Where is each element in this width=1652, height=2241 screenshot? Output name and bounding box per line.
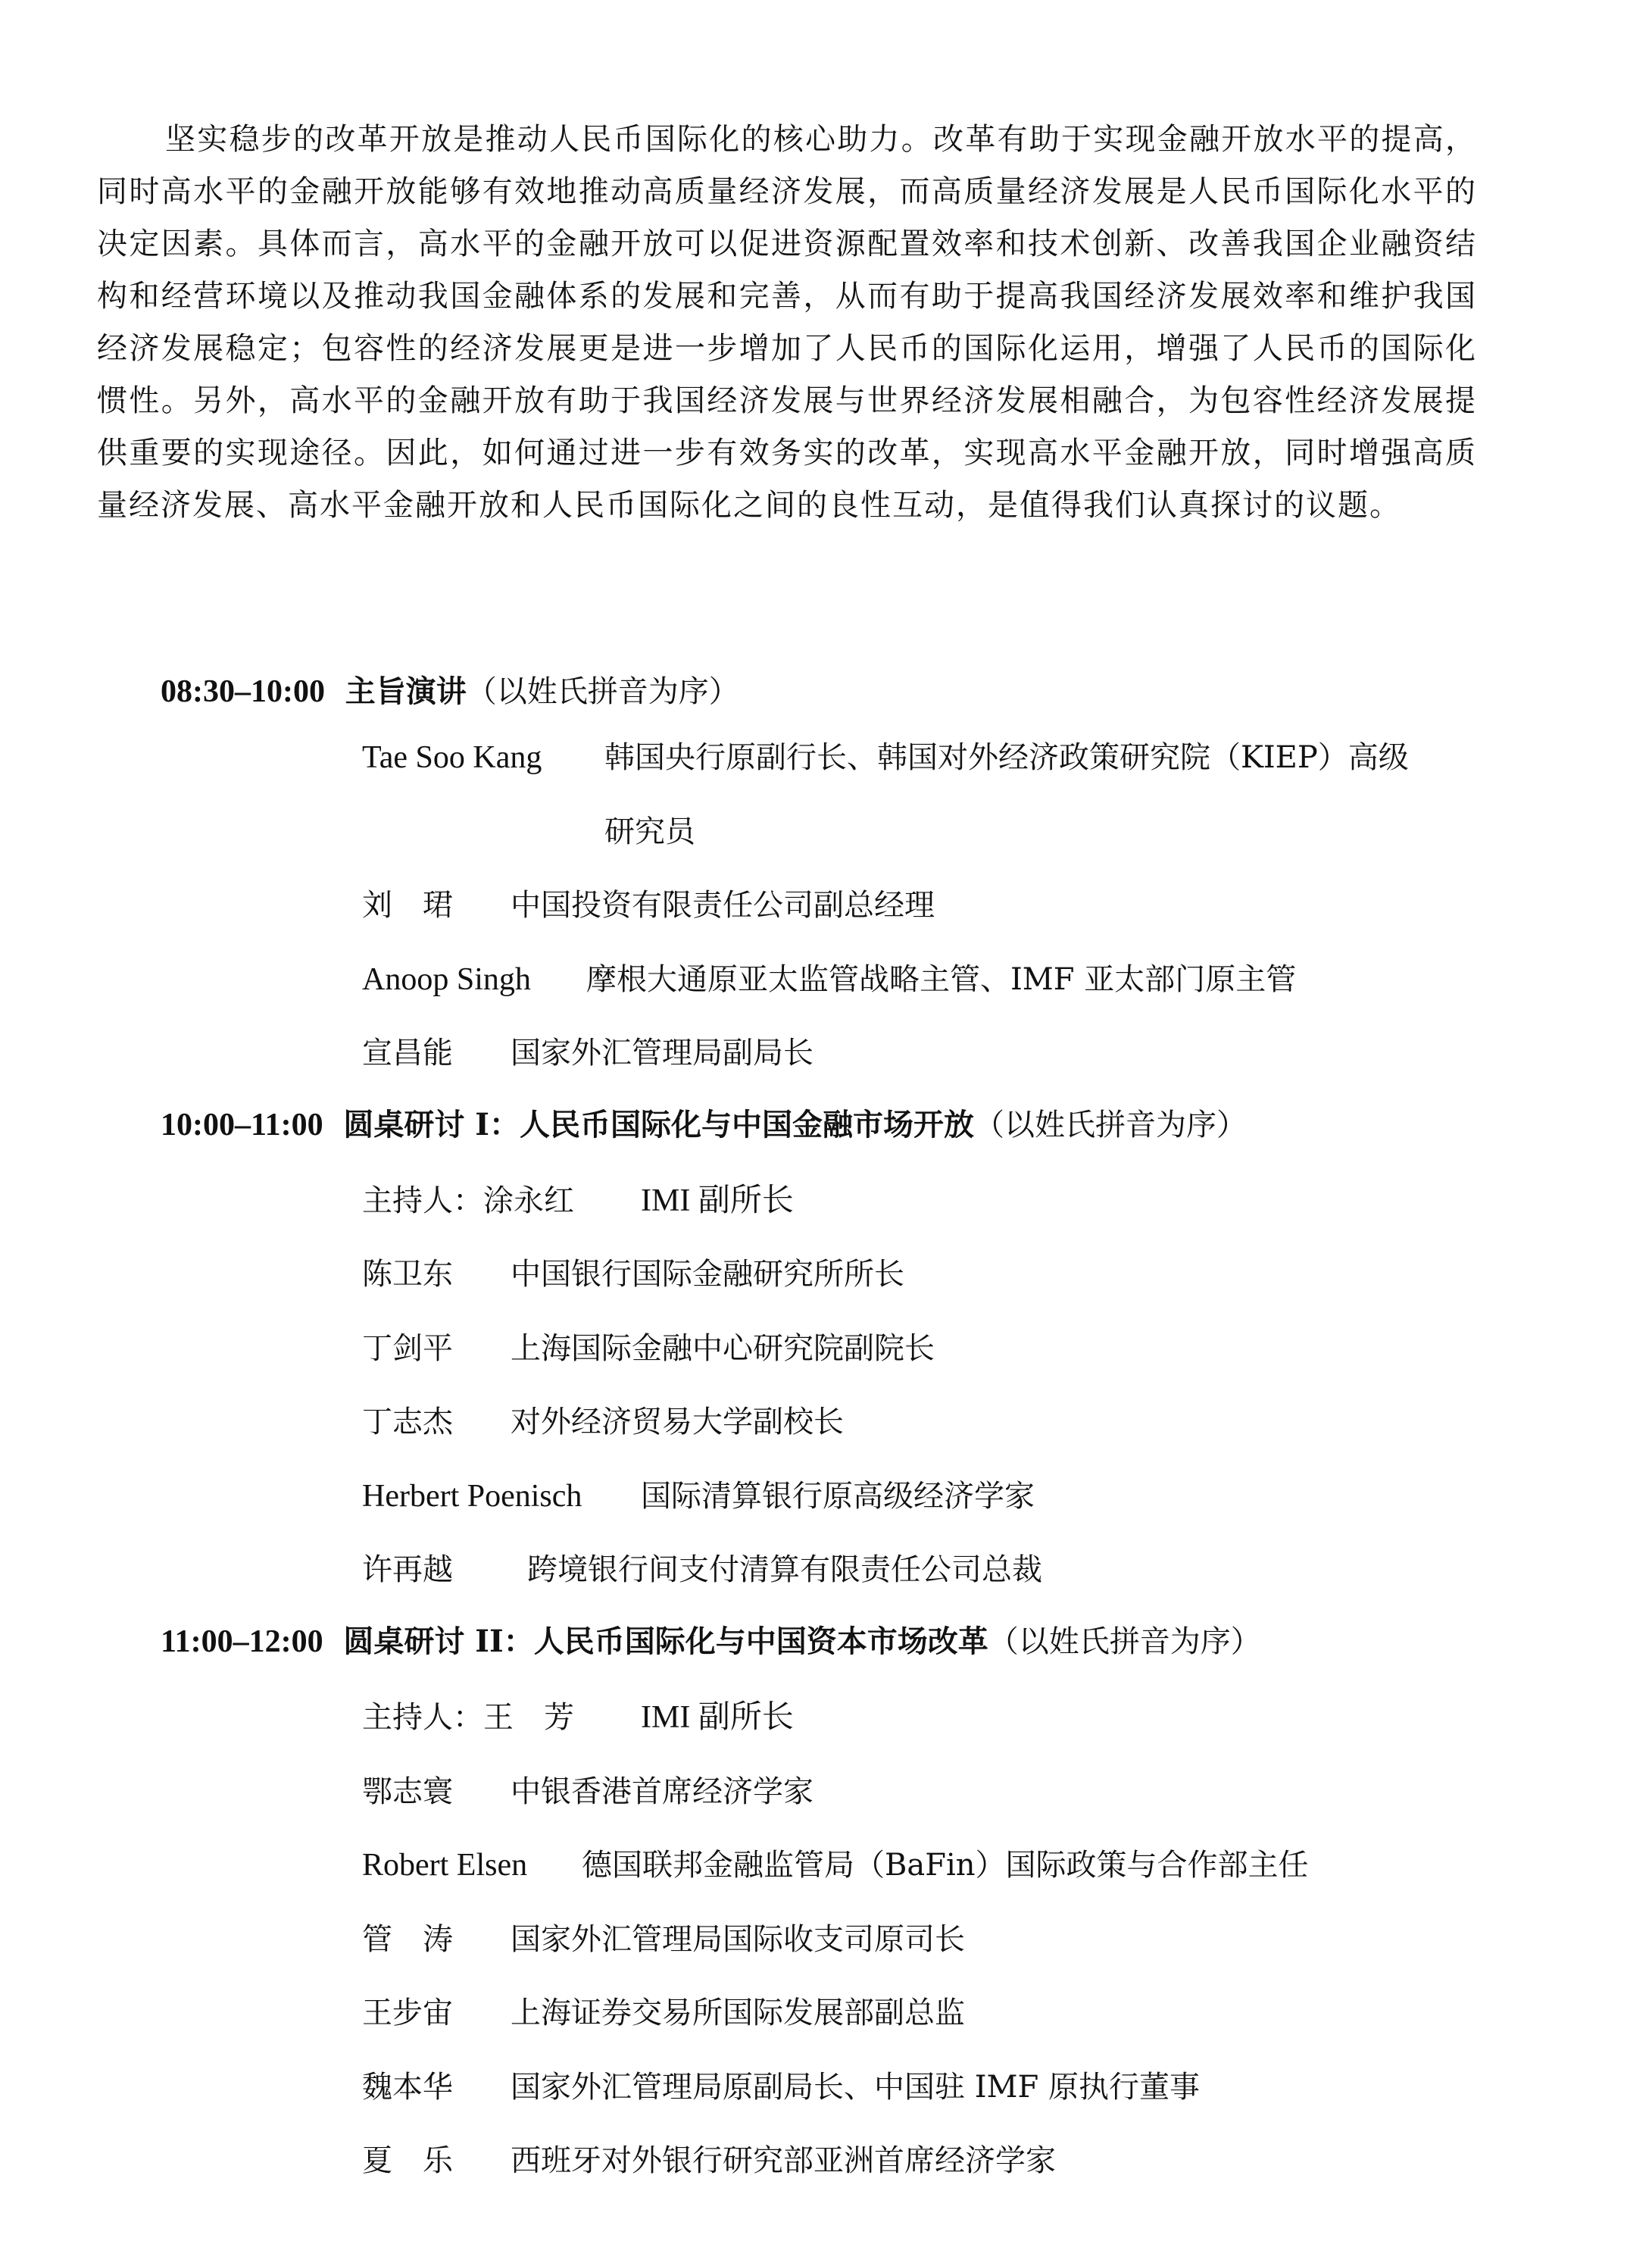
speaker-role: 韩国央行原副行长、韩国对外经济政策研究院（KIEP）高级 xyxy=(604,740,1409,775)
speaker-role: 摩根大通原亚太监管战略主管、IMF 亚太部门原主管 xyxy=(586,962,1297,997)
speaker-name: Tae Soo Kang xyxy=(362,740,542,775)
speaker-name: 王步宙 xyxy=(362,1996,453,2030)
moderator-name: 主持人：王 芳 xyxy=(362,1700,574,1735)
speaker-name: 许再越 xyxy=(362,1552,453,1587)
speaker-name: 刘 珺 xyxy=(362,888,453,923)
speaker-name: 夏 乐 xyxy=(362,2143,453,2178)
session-time: 10:00–11:00 xyxy=(161,1108,323,1142)
session-heading xyxy=(161,673,739,711)
speaker-name: 管 涛 xyxy=(362,1922,453,1957)
moderator-name: 主持人：涂永红 xyxy=(362,1183,574,1218)
session-note: （以姓氏拼音为序） xyxy=(988,1624,1261,1659)
speaker-role: 德国联邦金融监管局（BaFin）国际政策与合作部主任 xyxy=(582,1848,1309,1883)
speaker-name: Anoop Singh xyxy=(362,962,531,997)
speaker-name: 魏本华 xyxy=(362,2070,453,2105)
speaker-role: 国家外汇管理局副局长 xyxy=(511,1036,814,1070)
speaker-role: 国家外汇管理局原副局长、中国驻 IMF 原执行董事 xyxy=(511,2070,1200,2105)
speaker-role: 国家外汇管理局国际收支司原司长 xyxy=(511,1922,965,1957)
speaker-name: Robert Elsen xyxy=(362,1848,528,1883)
speaker-name: 丁志杰 xyxy=(362,1405,453,1439)
speaker-role: 中国银行国际金融研究所所长 xyxy=(511,1257,904,1292)
speaker-role: 国际清算银行原高级经济学家 xyxy=(641,1479,1035,1514)
speaker-name: 丁剑平 xyxy=(362,1331,453,1366)
session-note: （以姓氏拼音为序） xyxy=(466,674,739,709)
moderator-role: IMI 副所长 xyxy=(641,1183,794,1218)
speaker-role: 西班牙对外银行研究部亚洲首席经济学家 xyxy=(511,2143,1056,2178)
speaker-role: 上海国际金融中心研究院副院长 xyxy=(511,1331,935,1366)
moderator-role: IMI 副所长 xyxy=(641,1700,794,1735)
session-note: （以姓氏拼音为序） xyxy=(974,1108,1248,1142)
speaker-role: 中银香港首席经济学家 xyxy=(511,1774,814,1809)
speaker-role: 上海证券交易所国际发展部副总监 xyxy=(511,1996,965,2030)
speaker-name: 宣昌能 xyxy=(362,1036,453,1070)
speaker-name: 鄂志寰 xyxy=(362,1774,453,1809)
session-time: 11:00–12:00 xyxy=(161,1624,323,1659)
speaker-name: Herbert Poenisch xyxy=(362,1479,582,1514)
speaker-role: 跨境银行间支付清算有限责任公司总裁 xyxy=(527,1552,1042,1587)
speaker-role: 中国投资有限责任公司副总经理 xyxy=(511,888,935,923)
session-title: 圆桌研讨 II：人民币国际化与中国资本市场改革 xyxy=(343,1624,988,1659)
session-title: 圆桌研讨 I：人民币国际化与中国金融市场开放 xyxy=(343,1107,975,1142)
speaker-name: 陈卫东 xyxy=(362,1257,453,1292)
intro-paragraph: 坚实稳步的改革开放是推动人民币国际化的核心助力。改革有助于实现金融开放水平的提高，同时高水平的金融开放能够有效地推动高质量经济发展，而高质量经济发展是人民币国际化水平的决定因素。具体而言，高水平的金融开放可以促进资源配置效率和技术创新、改善我国企业融资结构和经营环境以及推动我国金融体系的发展和完善，从而有助于提高我国经济发展效率和维护我国经济发展稳定；包容性的经济发展更是进一步增加了人民币的国际化运用，增强了人民币的国际化惯性。另外，高水平的金融开放有助于我国经济发展与世界经济发展相融合，为包容性经济发展提供重要的实现途径。因此，如何通过进一步有效务实的改革，实现高水平金融开放，同时增强高质量经济发展、高水平金融开放和人民币国际化之间的良性互动，是值得我们认真探讨的议题。 xyxy=(97,122,1477,523)
session-heading xyxy=(161,1623,1261,1661)
session-title: 主旨演讲 xyxy=(345,674,467,709)
speaker-role-continued: 研究员 xyxy=(604,814,695,849)
session-heading xyxy=(161,1106,1247,1144)
speaker-role: 对外经济贸易大学副校长 xyxy=(511,1405,844,1439)
session-time: 08:30–10:00 xyxy=(161,674,325,709)
